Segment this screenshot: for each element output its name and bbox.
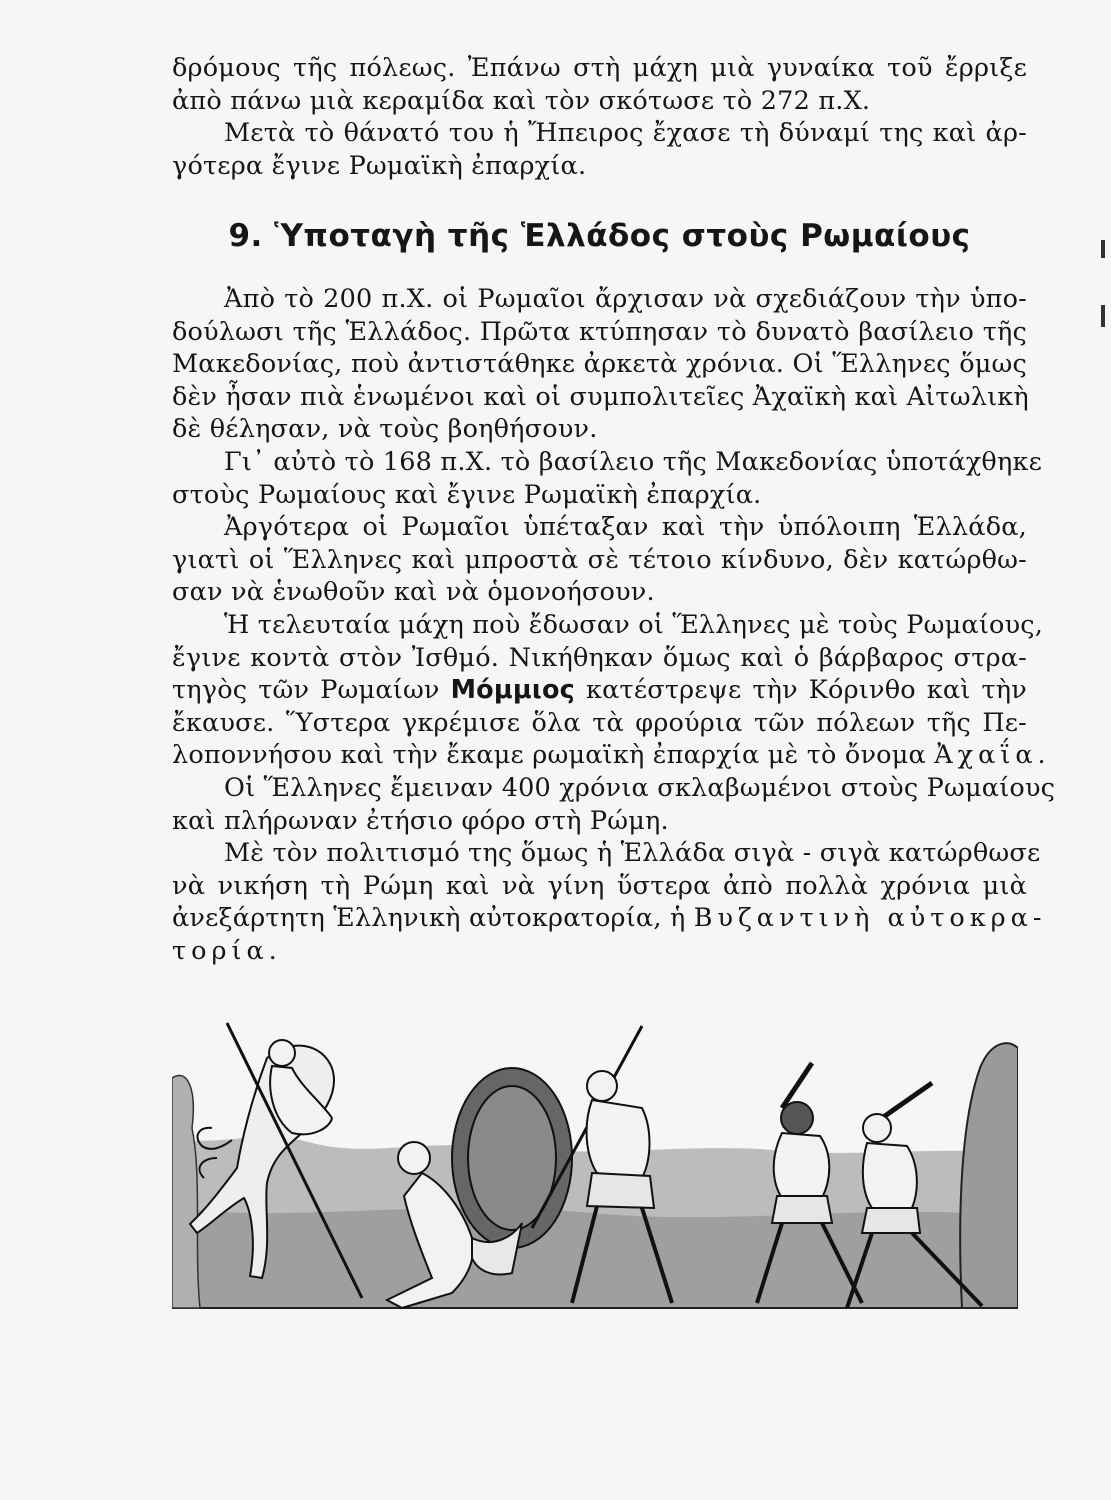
section-heading: 9. Ὑποταγὴ τῆς Ἑλλάδος στοὺς Ρωμαίους [228, 218, 971, 254]
battle-illustration [172, 1008, 1018, 1348]
text-line: δούλωσι τῆς Ἑλλάδος. Πρῶτα κτύπησαν τὸ δυνατὸ βασίλειο τῆς [172, 316, 1027, 347]
text-line: Ἡ τελευταία μάχη ποὺ ἔδωσαν οἱ Ἕλληνες μὲ τοὺς Ρωμαίους, [224, 609, 1044, 640]
helmet-head [781, 1102, 813, 1134]
text-line: Μακεδονίας, ποὺ ἀντιστάθηκε ἀρκετὰ χρόνια. Οἱ Ἕλληνες ὅμως [172, 349, 1027, 380]
warrior-head [863, 1114, 891, 1142]
text-line: δρόμους τῆς πόλεως. Ἐπάνω στὴ μάχη μιὰ γυναίκα τοῦ ἔρριξε [172, 53, 1027, 83]
text-line: Γι᾽ αὐτὸ τὸ 168 π.Χ. τὸ βασίλειο τῆς Μακεδονίας ὑποτάχθηκε [224, 446, 1042, 477]
text-span: ἀνεξάρτητη Ἑλληνικὴ αὐτοκρατορία, ἡ [172, 903, 686, 934]
text-span: τηγὸς τῶν Ρωμαίων [172, 675, 440, 706]
text-line [172, 739, 1051, 772]
text-line: νὰ νικήση τὴ Ρώμη καὶ νὰ γίνη ὕστερα ἀπὸ πολλὰ χρόνια μιὰ [172, 870, 1027, 901]
spaced-phrase-byzantine: Βυζαντινὴ αὐτοκρα- [693, 903, 1047, 934]
warrior-torso [587, 1100, 650, 1178]
horseman-head [269, 1040, 295, 1066]
text-line: γότερα ἔγινε Ρωμαϊκὴ ἐπαρχία. [172, 150, 587, 181]
text-line: ἔγινε κοντὰ στὸν Ἰσθμό. Νικήθηκαν ὅμως καὶ ὁ βάρβαρος στρα- [172, 642, 1027, 673]
helmet-head [587, 1071, 617, 1101]
text-line: Μετὰ τὸ θάνατό του ἡ Ἤπειρος ἔχασε τὴ δύναμί της καὶ ἀρ- [224, 118, 1027, 149]
warrior-torso [774, 1133, 830, 1198]
body-text [172, 52, 1027, 182]
text-line: σαν νὰ ἑνωθοῦν καὶ νὰ ὁμονοήσουν. [172, 577, 655, 608]
text-line: στοὺς Ρωμαίους καὶ ἔγινε Ρωμαϊκὴ ἐπαρχία. [172, 479, 762, 510]
spaced-word-achaia: Ἀχαΐα. [934, 740, 1051, 771]
text-span: κατέστρεψε τὴν Κόρινθο καὶ τὴν [585, 675, 1027, 706]
bold-name-mommios: Μόμμιος [450, 675, 576, 706]
body-text-main [172, 283, 1056, 967]
text-line: Οἱ Ἕλληνες ἔμειναν 400 χρόνια σκλαβωμένοι στοὺς Ρωμαίους [224, 772, 1056, 803]
text-line [172, 674, 1027, 707]
text-line: τορία. [172, 935, 282, 966]
text-line [172, 902, 1047, 935]
text-line: καὶ πλήρωναν ἐτήσιο φόρο στὴ Ρώμη. [172, 805, 669, 836]
text-line: δὲν ἦσαν πιὰ ἑνωμένοι καὶ οἱ συμπολιτεῖες Ἀχαϊκὴ καὶ Αἰτωλικὴ [172, 381, 1029, 412]
scan-edge-mark [1101, 305, 1105, 327]
text-span: λοποννήσου καὶ τὴν ἔκαμε ρωμαϊκὴ ἐπαρχία μὲ τὸ ὄνομα [172, 740, 926, 771]
scan-edge-mark [1101, 240, 1105, 258]
warrior-head [398, 1142, 430, 1174]
warrior-skirt [862, 1208, 920, 1233]
text-line: ἀπὸ πάνω μιὰ κεραμίδα καὶ τὸν σκότωσε τὸ 272 π.Χ. [172, 85, 871, 116]
text-line: γιατὶ οἱ Ἕλληνες καὶ μπροστὰ σὲ τέτοιο κίνδυνο, δὲν κατώρθω- [172, 544, 1027, 575]
warrior-torso [863, 1143, 917, 1208]
warrior-skirt [587, 1173, 654, 1208]
warrior-skirt [772, 1196, 832, 1223]
text-line: δὲ θέλησαν, νὰ τοὺς βοηθήσουν. [172, 414, 598, 445]
text-line: Ἀπὸ τὸ 200 π.Χ. οἱ Ρωμαῖοι ἄρχισαν νὰ σχεδιάζουν τὴν ὑπο- [224, 284, 1027, 314]
text-line: Ἀργότερα οἱ Ρωμαῖοι ὑπέταξαν καὶ τὴν ὑπόλοιπη Ἑλλάδα, [224, 512, 1027, 543]
text-line: ἔκαυσε. Ὕστερα γκρέμισε ὅλα τὰ φρούρια τῶν πόλεων τῆς Πε- [172, 707, 1027, 738]
text-line: Μὲ τὸν πολιτισμό της ὅμως ἡ Ἑλλάδα σιγὰ - σιγὰ κατώρθωσε [224, 838, 1041, 869]
